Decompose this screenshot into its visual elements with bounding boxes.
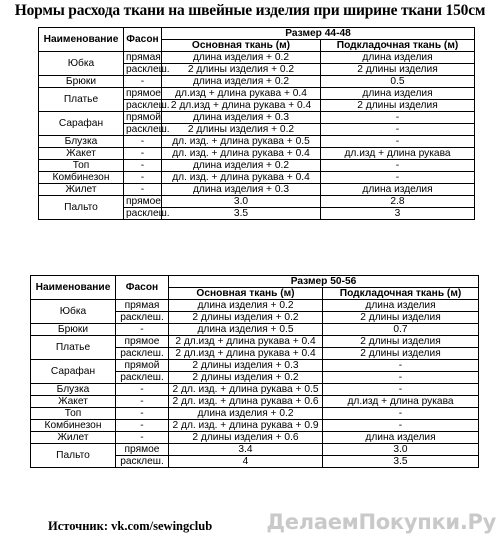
garment-name: Брюки bbox=[31, 324, 116, 336]
garment-style: - bbox=[116, 420, 169, 432]
page-title: Нормы расхода ткани на швейные изделия при ширине ткани 150см bbox=[14, 2, 486, 19]
garment-name: Блузка bbox=[39, 136, 124, 148]
table-row bbox=[39, 172, 475, 184]
main-fabric-value: 3.5 bbox=[162, 208, 321, 220]
garment-style: прямой bbox=[124, 112, 162, 124]
lining-fabric-value: дл.изд + длина рукава bbox=[323, 396, 479, 408]
source-note: Источник: vk.com/sewingclub bbox=[48, 519, 213, 533]
lining-fabric-value: - bbox=[323, 420, 479, 432]
garment-style: расклеш. bbox=[116, 348, 169, 360]
garment-style: расклеш. bbox=[116, 456, 169, 468]
lining-fabric-value: - bbox=[321, 112, 475, 124]
lining-fabric-value: длина изделия bbox=[321, 52, 475, 64]
table-row bbox=[31, 432, 479, 444]
table-row bbox=[39, 184, 475, 196]
lining-fabric-value: 2 длины изделия bbox=[321, 64, 475, 76]
lining-fabric-value: - bbox=[323, 384, 479, 396]
header-style: Фасон bbox=[116, 276, 169, 300]
main-fabric-value: 2 длины изделия + 0.3 bbox=[169, 360, 323, 372]
garment-name: Жилет bbox=[39, 184, 124, 196]
lining-fabric-value: - bbox=[323, 360, 479, 372]
lining-fabric-value: 3 bbox=[321, 208, 475, 220]
garment-name: Сарафан bbox=[39, 112, 124, 136]
watermark: ДелаемПокупки.Ру bbox=[266, 510, 496, 534]
garment-name: Платье bbox=[39, 88, 124, 112]
header-main-fabric: Основная ткань (м) bbox=[162, 40, 321, 52]
lining-fabric-value: дл.изд + длина рукава bbox=[321, 148, 475, 160]
main-fabric-value: длина изделия + 0.2 bbox=[162, 76, 321, 88]
garment-name: Комбинезон bbox=[39, 172, 124, 184]
header-name: Наименование bbox=[39, 28, 124, 52]
garment-name: Комбинезон bbox=[31, 420, 116, 432]
table-row bbox=[39, 196, 475, 208]
garment-name: Жакет bbox=[31, 396, 116, 408]
fabric-table-50-56 bbox=[30, 275, 479, 468]
garment-name: Юбка bbox=[39, 52, 124, 76]
main-fabric-value: 2 длины изделия + 0.2 bbox=[169, 312, 323, 324]
lining-fabric-value: 2 длины изделия bbox=[323, 312, 479, 324]
lining-fabric-value: 0.7 bbox=[323, 324, 479, 336]
lining-fabric-value: - bbox=[323, 408, 479, 420]
main-fabric-value: длина изделия + 0.2 bbox=[169, 408, 323, 420]
garment-style: - bbox=[116, 432, 169, 444]
main-fabric-value: 3.0 bbox=[162, 196, 321, 208]
table-row bbox=[39, 160, 475, 172]
main-fabric-value: дл.изд + длина рукава + 0.4 bbox=[162, 88, 321, 100]
lining-fabric-value: - bbox=[323, 372, 479, 384]
garment-name: Сарафан bbox=[31, 360, 116, 384]
table-row bbox=[31, 336, 479, 348]
lining-fabric-value: - bbox=[321, 160, 475, 172]
main-fabric-value: 2 дл. изд. + длина рукава + 0.9 bbox=[169, 420, 323, 432]
lining-fabric-value: длина изделия bbox=[321, 88, 475, 100]
table-row bbox=[31, 324, 479, 336]
main-fabric-value: длина изделия + 0.2 bbox=[169, 300, 323, 312]
lining-fabric-value: - bbox=[321, 136, 475, 148]
lining-fabric-value: 2 длины изделия bbox=[323, 348, 479, 360]
garment-style: - bbox=[124, 136, 162, 148]
garment-name: Жакет bbox=[39, 148, 124, 160]
lining-fabric-value: 3.0 bbox=[323, 444, 479, 456]
table-row bbox=[39, 52, 475, 64]
garment-style: прямое bbox=[124, 196, 162, 208]
table-row bbox=[31, 444, 479, 456]
table-row bbox=[31, 384, 479, 396]
lining-fabric-value: 0.5 bbox=[321, 76, 475, 88]
main-fabric-value: 3.4 bbox=[169, 444, 323, 456]
garment-style: прямое bbox=[116, 336, 169, 348]
main-fabric-value: длина изделия + 0.2 bbox=[162, 52, 321, 64]
garment-name: Топ bbox=[39, 160, 124, 172]
garment-style: - bbox=[116, 324, 169, 336]
header-lining-fabric: Подкладочная ткань (м) bbox=[323, 288, 479, 300]
main-fabric-value: 2 длины изделия + 0.2 bbox=[162, 124, 321, 136]
garment-style: расклеш. bbox=[124, 64, 162, 76]
garment-style: прямое bbox=[116, 444, 169, 456]
lining-fabric-value: 2 длины изделия bbox=[321, 100, 475, 112]
header-size: Размер 50-56 bbox=[169, 276, 479, 288]
header-size: Размер 44-48 bbox=[162, 28, 475, 40]
main-fabric-value: 2 длины изделия + 0.6 bbox=[169, 432, 323, 444]
garment-style: - bbox=[124, 184, 162, 196]
main-fabric-value: 2 дл.изд + длина рукава + 0.4 bbox=[169, 348, 323, 360]
main-fabric-value: длина изделия + 0.3 bbox=[162, 184, 321, 196]
header-name: Наименование bbox=[31, 276, 116, 300]
table-row bbox=[31, 360, 479, 372]
lining-fabric-value: 2 длины изделия bbox=[323, 336, 479, 348]
header-row bbox=[31, 276, 479, 288]
main-fabric-value: 2 дл. изд. + длина рукава + 0.6 bbox=[169, 396, 323, 408]
main-fabric-value: длина изделия + 0.3 bbox=[162, 112, 321, 124]
main-fabric-value: 2 дл.изд + длина рукава + 0.4 bbox=[169, 336, 323, 348]
lining-fabric-value: - bbox=[321, 124, 475, 136]
main-fabric-value: 2 дл. изд. + длина рукава + 0.5 bbox=[169, 384, 323, 396]
garment-name: Пальто bbox=[39, 196, 124, 220]
garment-style: расклеш. bbox=[124, 208, 162, 220]
garment-style: расклеш. bbox=[116, 372, 169, 384]
garment-style: - bbox=[124, 160, 162, 172]
lining-fabric-value: 2.8 bbox=[321, 196, 475, 208]
fabric-table-44-48 bbox=[38, 27, 475, 220]
garment-style: расклеш. bbox=[124, 100, 162, 112]
table-row bbox=[39, 112, 475, 124]
garment-name: Пальто bbox=[31, 444, 116, 468]
table-row bbox=[39, 148, 475, 160]
lining-fabric-value: 3.5 bbox=[323, 456, 479, 468]
main-fabric-value: 2 дл.изд + длина рукава + 0.4 bbox=[162, 100, 321, 112]
main-fabric-value: длина изделия + 0.2 bbox=[162, 160, 321, 172]
main-fabric-value: длина изделия + 0.5 bbox=[169, 324, 323, 336]
table-row bbox=[31, 408, 479, 420]
table-row bbox=[31, 300, 479, 312]
garment-style: расклеш. bbox=[124, 124, 162, 136]
garment-style: расклеш. bbox=[116, 312, 169, 324]
main-fabric-value: 2 длины изделия + 0.2 bbox=[162, 64, 321, 76]
table-row bbox=[31, 396, 479, 408]
garment-style: - bbox=[124, 76, 162, 88]
lining-fabric-value: длина изделия bbox=[323, 432, 479, 444]
garment-style: прямая bbox=[116, 300, 169, 312]
main-fabric-value: 2 длины изделия + 0.2 bbox=[169, 372, 323, 384]
table-row bbox=[39, 76, 475, 88]
garment-name: Юбка bbox=[31, 300, 116, 324]
garment-style: - bbox=[116, 384, 169, 396]
main-fabric-value: дл. изд. + длина рукава + 0.5 bbox=[162, 136, 321, 148]
table-row bbox=[39, 88, 475, 100]
main-fabric-value: 4 bbox=[169, 456, 323, 468]
header-style: Фасон bbox=[124, 28, 162, 52]
main-fabric-value: дл. изд. + длина рукава + 0.4 bbox=[162, 172, 321, 184]
garment-style: прямая bbox=[124, 52, 162, 64]
main-fabric-value: дл. изд. + длина рукава + 0.4 bbox=[162, 148, 321, 160]
garment-style: прямое bbox=[124, 88, 162, 100]
header-main-fabric: Основная ткань (м) bbox=[169, 288, 323, 300]
garment-style: - bbox=[124, 172, 162, 184]
garment-name: Жилет bbox=[31, 432, 116, 444]
header-lining-fabric: Подкладочная ткань (м) bbox=[321, 40, 475, 52]
garment-style: прямой bbox=[116, 360, 169, 372]
table-row bbox=[31, 420, 479, 432]
garment-name: Платье bbox=[31, 336, 116, 360]
header-row bbox=[39, 28, 475, 40]
lining-fabric-value: длина изделия bbox=[323, 300, 479, 312]
lining-fabric-value: длина изделия bbox=[321, 184, 475, 196]
garment-name: Топ bbox=[31, 408, 116, 420]
garment-name: Блузка bbox=[31, 384, 116, 396]
table-row bbox=[39, 136, 475, 148]
garment-style: - bbox=[124, 148, 162, 160]
garment-name: Брюки bbox=[39, 76, 124, 88]
garment-style: - bbox=[116, 396, 169, 408]
garment-style: - bbox=[116, 408, 169, 420]
lining-fabric-value: - bbox=[321, 172, 475, 184]
